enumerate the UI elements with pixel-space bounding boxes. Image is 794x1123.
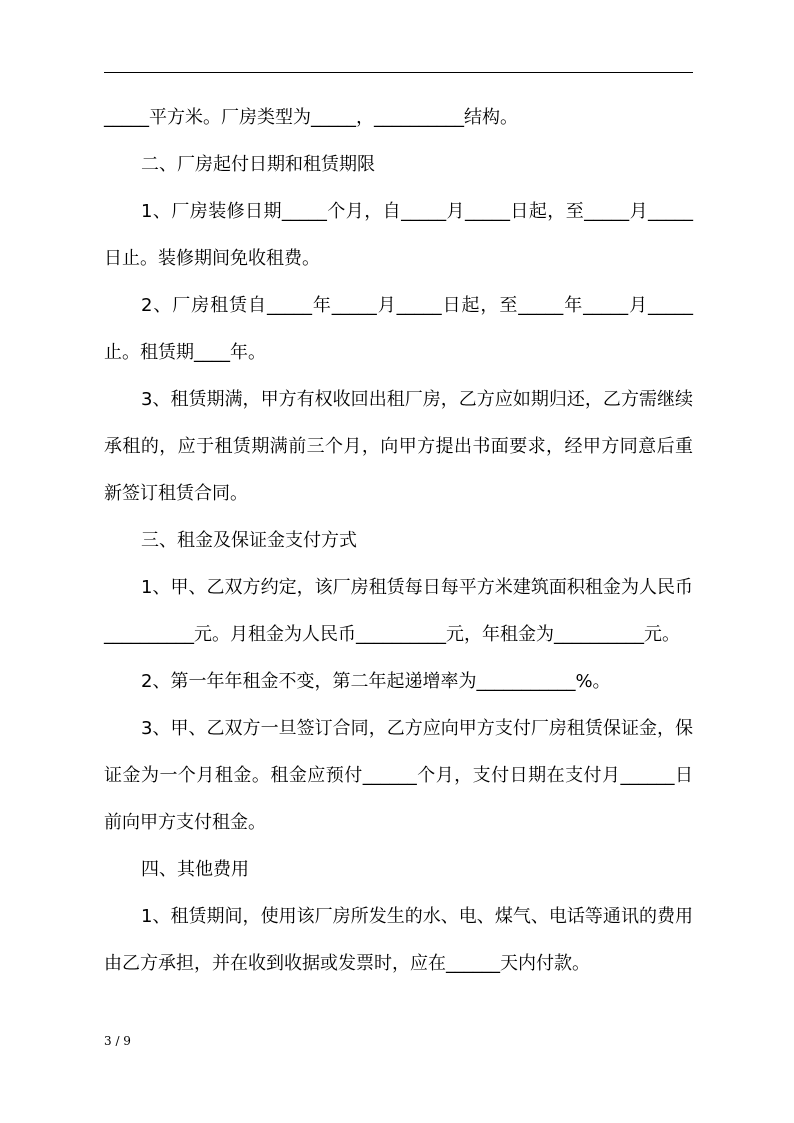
page-number: 3 / 9 (104, 1034, 131, 1048)
paragraph-deposit: 3、甲、乙双方一旦签订合同，乙方应向甲方支付厂房租赁保证金，保证金为一个月租金。租金应预付______个月，支付日期在支付月______日前向甲方支付租金。 (104, 718, 693, 833)
paragraph-lease-term: 2、厂房租赁自_____年_____月_____日起，至_____年_____月_____止。租赁期____年。 (104, 295, 693, 363)
heading-section-3: 三、租金及保证金支付方式 (141, 530, 357, 551)
paragraph-rent-increase: 2、第一年年租金不变，第二年起递增率为___________%。 (141, 671, 611, 692)
paragraph-area-structure: _____平方米。厂房类型为_____，__________结构。 (104, 107, 518, 128)
paragraph-rent-amount: 1、甲、乙双方约定，该厂房租赁每日每平方米建筑面积租金为人民币__________元。月租金为人民币__________元，年租金为__________元。 (104, 577, 693, 645)
header-rule (104, 72, 693, 73)
heading-section-2: 二、厂房起付日期和租赁期限 (141, 154, 375, 175)
heading-section-4: 四、其他费用 (141, 859, 249, 880)
paragraph-renovation-period: 1、厂房装修日期_____个月，自_____月_____日起，至_____月_____日止。装修期间免收租费。 (104, 201, 693, 269)
paragraph-lease-expiry: 3、租赁期满，甲方有权收回出租厂房，乙方应如期归还，乙方需继续承租的，应于租赁期满前三个月，向甲方提出书面要求，经甲方同意后重新签订租赁合同。 (104, 389, 693, 504)
paragraph-utility-fees: 1、租赁期间，使用该厂房所发生的水、电、煤气、电话等通讯的费用由乙方承担，并在收到收据或发票时，应在______天内付款。 (104, 906, 693, 974)
document-body (104, 94, 693, 987)
